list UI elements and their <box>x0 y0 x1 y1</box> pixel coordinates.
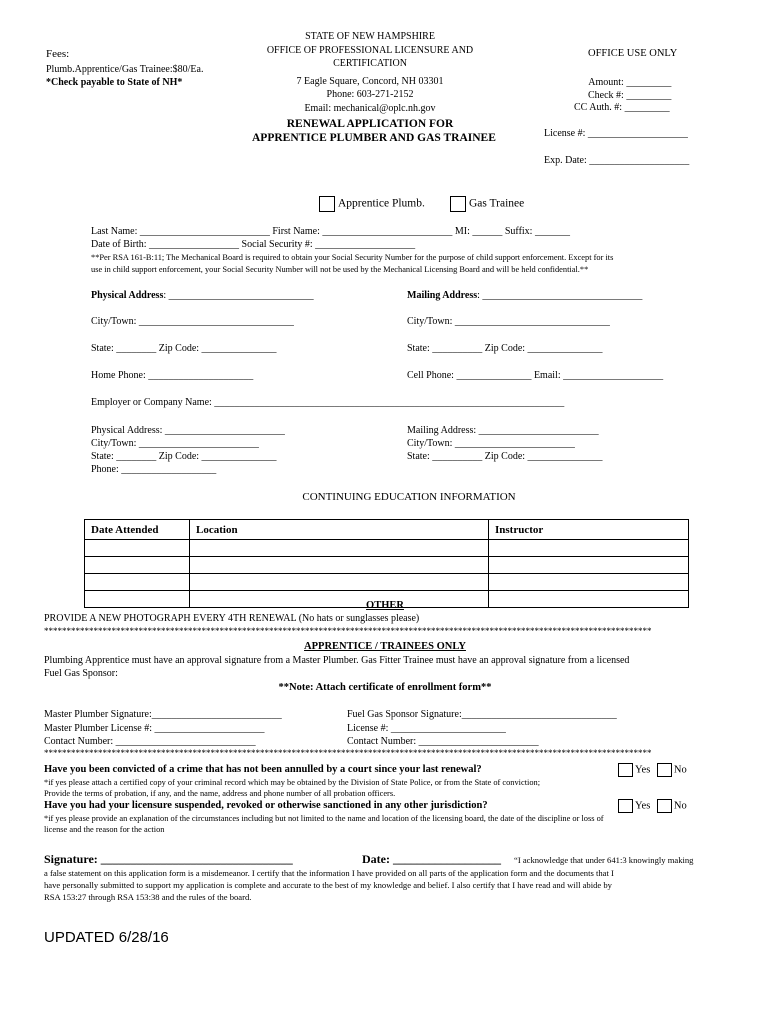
table-row <box>85 540 689 557</box>
ce-cell[interactable] <box>85 557 190 574</box>
sanction-options <box>618 799 687 813</box>
employer-city-field[interactable]: City/Town: ________________________ <box>91 438 259 449</box>
agency-header <box>230 30 510 115</box>
ce-cell[interactable] <box>489 557 689 574</box>
fuel-gas-license[interactable]: License #: _______________________ <box>347 722 506 734</box>
ce-table <box>84 519 689 608</box>
state-zip-left-field[interactable]: State: ________ Zip Code: _______________ <box>91 343 277 354</box>
form-title <box>230 117 510 131</box>
ce-col-location: Location <box>190 520 489 540</box>
ssn-note-2: use in child support enforcement, your Social Security Number will not be used by the Mechanical Licensing Board and will be held confidential.** <box>91 265 589 274</box>
master-plumber-signature[interactable]: Master Plumber Signature:__________________________ <box>44 709 282 720</box>
state-zip-right-field[interactable]: State: __________ Zip Code: _______________ <box>407 343 603 354</box>
conviction-note-2: Provide the terms of probation, if any, and the name, address and phone number of all probation officers. <box>44 789 396 798</box>
acknowledgement-3: have personally submitted to support my application is complete and accurate to the best of my knowledge and belief. I also certify that I have read and will abide by <box>44 880 612 890</box>
updated-date: UPDATED 6/28/16 <box>44 929 169 946</box>
conviction-no-checkbox[interactable] <box>657 763 672 777</box>
acknowledgement-1: “I acknowledge that under 641:3 knowingly making <box>514 855 694 865</box>
ce-cell[interactable] <box>190 574 489 591</box>
state-name: STATE OF NEW HAMPSHIRE <box>305 31 435 42</box>
apprentice-checkbox[interactable] <box>319 196 335 212</box>
apprentice-label: Apprentice Plumb. <box>338 197 425 210</box>
form-title-line2: APPRENTICE PLUMBER AND GAS TRAINEE <box>252 132 496 144</box>
employer-mailing-field[interactable]: Mailing Address: ________________________ <box>407 425 599 436</box>
signature-field[interactable]: Signature: ________________________________ <box>44 852 293 866</box>
agency-phone: Phone: 603-271-2152 <box>326 89 414 100</box>
separator-stars-1: *************************************************************************************************************************************** <box>44 626 652 636</box>
amount-field[interactable]: Amount: _________ <box>588 77 672 88</box>
employer-left-block <box>91 424 285 476</box>
mailing-address-label: Mailing Address <box>407 290 478 301</box>
ce-cell[interactable] <box>190 540 489 557</box>
dob-ssn-line[interactable]: Date of Birth: __________________ Social Security #: ____________________ <box>91 239 416 250</box>
employer-city-right-field[interactable]: City/Town: ________________________ <box>407 438 575 449</box>
physical-address-field[interactable] <box>91 290 314 301</box>
apprentice-option[interactable] <box>319 196 425 212</box>
other-heading: OTHER <box>366 600 404 611</box>
cc-auth-field[interactable]: CC Auth. #: _________ <box>574 102 670 113</box>
ce-cell[interactable] <box>85 540 190 557</box>
sanction-yes-label: Yes <box>635 800 651 812</box>
ce-col-date: Date Attended <box>85 520 190 540</box>
ce-cell[interactable] <box>489 540 689 557</box>
agency-email: Email: mechanical@oplc.nh.gov <box>304 102 436 114</box>
apprentice-text-1: Plumbing Apprentice must have an approval signature from a Master Plumber. Gas Fitter Trainee must have an approval signature from a licensed <box>44 655 630 666</box>
office-use-heading: OFFICE USE ONLY <box>588 48 678 59</box>
ce-cell[interactable] <box>489 574 689 591</box>
physical-address-line[interactable]: : _____________________________ <box>163 290 314 301</box>
fees-label: Fees: <box>46 48 70 60</box>
mailing-address-field[interactable] <box>407 290 642 301</box>
conviction-note-1: *if yes please attach a certified copy of your criminal record which may be obtained by the Division of State Police, or from the State of conviction; <box>44 778 541 787</box>
master-plumber-license[interactable]: Master Plumber License #: ______________________ <box>44 722 265 734</box>
trainee-label: Gas Trainee <box>469 197 525 210</box>
sanction-yes-checkbox[interactable] <box>618 799 633 813</box>
conviction-options <box>618 763 687 777</box>
city-right-field[interactable]: City/Town: _______________________________ <box>407 316 610 327</box>
master-plumber-block <box>44 708 282 749</box>
apprentice-heading: APPRENTICE / TRAINEES ONLY <box>304 641 466 652</box>
cell-email-field[interactable]: Cell Phone: _______________ Email: ____________________ <box>407 370 664 381</box>
fees-line: Plumb.Apprentice/Gas Trainee:$80/Ea. <box>46 64 204 75</box>
enrollment-note: **Note: Attach certificate of enrollment form** <box>278 682 492 693</box>
sanction-no-checkbox[interactable] <box>657 799 672 813</box>
office-use-block <box>588 76 671 102</box>
home-phone-field[interactable]: Home Phone: _____________________ <box>91 370 254 381</box>
employer-state-zip-right-field[interactable]: State: __________ Zip Code: _______________ <box>407 451 603 462</box>
fuel-gas-contact[interactable]: Contact Number: ________________________ <box>347 736 539 747</box>
conviction-yes-label: Yes <box>635 764 651 776</box>
city-left-field[interactable]: City/Town: _______________________________ <box>91 316 294 327</box>
fuel-gas-signature[interactable]: Fuel Gas Sponsor Signature:_______________________________ <box>347 709 617 720</box>
agency-address: 7 Eagle Square, Concord, NH 03301 <box>296 75 444 87</box>
check-field[interactable]: Check #: _________ <box>588 90 672 101</box>
fuel-gas-block <box>347 708 617 749</box>
name-line[interactable]: Last Name: __________________________ First Name: __________________________ MI: ______ Suffix: _______ <box>91 226 570 237</box>
table-row <box>85 574 689 591</box>
license-field[interactable]: License #: ____________________ <box>544 128 688 139</box>
ce-cell[interactable] <box>85 574 190 591</box>
date-field[interactable]: Date: __________________ <box>362 852 501 866</box>
office-name: OFFICE OF PROFESSIONAL LICENSURE AND <box>266 44 474 56</box>
exp-date-field[interactable]: Exp. Date: ____________________ <box>544 155 690 166</box>
sanction-note-1: *if yes please provide an explanation of the circumstances including but not limited to the name and location of the licensing board, the date of the discipline or loss of <box>44 814 604 823</box>
employer-right-block <box>407 424 603 463</box>
employer-phone-field[interactable]: Phone: ___________________ <box>91 464 217 475</box>
ce-cell[interactable] <box>190 557 489 574</box>
employer-physical-field[interactable]: Physical Address: ________________________ <box>91 425 285 436</box>
trainee-option[interactable] <box>450 196 524 212</box>
separator-stars-2: *************************************************************************************************************************************** <box>44 748 652 758</box>
question-conviction: Have you been convicted of a crime that has not been annulled by a court since your last renewal? <box>44 764 482 775</box>
check-note: *Check payable to State of NH* <box>46 77 183 88</box>
employer-state-zip-field[interactable]: State: ________ Zip Code: _______________ <box>91 451 277 462</box>
ce-heading: CONTINUING EDUCATION INFORMATION <box>302 491 516 503</box>
office-name-2: CERTIFICATION <box>333 58 407 69</box>
physical-address-label: Physical Address <box>91 290 164 301</box>
master-plumber-contact[interactable]: Contact Number: ____________________________ <box>44 736 256 747</box>
ce-col-instructor: Instructor <box>489 520 689 540</box>
trainee-checkbox[interactable] <box>450 196 466 212</box>
apprentice-text-2: Fuel Gas Sponsor: <box>44 668 118 679</box>
mailing-address-line[interactable]: : ________________________________ <box>477 290 643 301</box>
employer-name-field[interactable]: Employer or Company Name: ______________________________________________________________________ <box>91 397 565 408</box>
acknowledgement-2: a false statement on this application form is a misdemeanor. I certify that the information I have provided on all parts of the application form and the documents that I <box>44 868 614 878</box>
sanction-no-label: No <box>673 800 687 812</box>
conviction-yes-checkbox[interactable] <box>618 763 633 777</box>
sanction-note-2: license and the reason for the action <box>44 825 165 834</box>
acknowledgement-4: RSA 153:27 through RSA 153:38 and the rules of the board. <box>44 892 252 902</box>
ssn-note-1: **Per RSA 161-B:11; The Mechanical Board is required to obtain your Social Security Number for the purpose of child support enforcement. Except for its <box>91 253 614 262</box>
form-title-line1: RENEWAL APPLICATION FOR <box>286 118 454 130</box>
table-row <box>85 557 689 574</box>
conviction-no-label: No <box>673 764 687 776</box>
photo-note: PROVIDE A NEW PHOTOGRAPH EVERY 4TH RENEWAL (No hats or sunglasses please) <box>44 613 420 624</box>
question-sanction: Have you had your licensure suspended, revoked or otherwise sanctioned in any other jurisdiction? <box>44 800 488 811</box>
